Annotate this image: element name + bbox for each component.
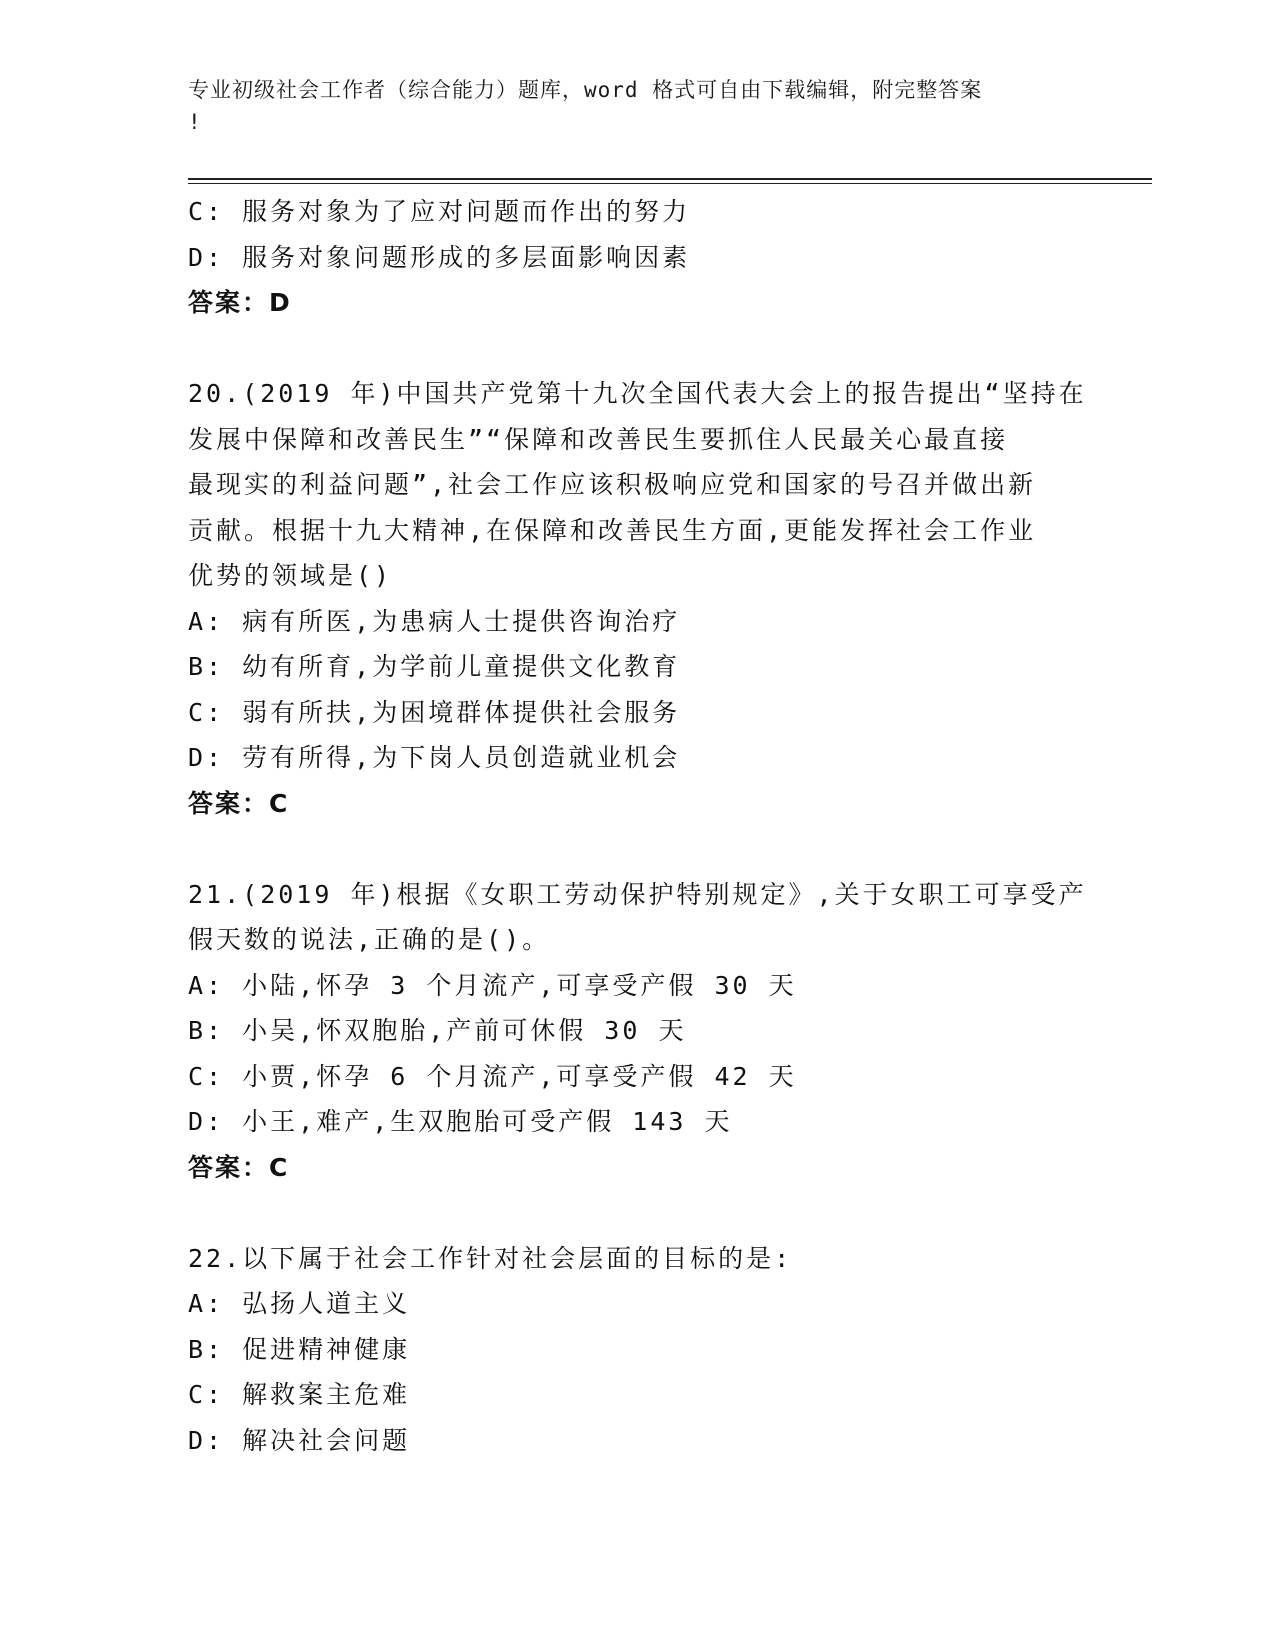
question-21-option-b: B: 小吴,怀双胞胎,产前可休假 30 天 <box>188 1016 687 1045</box>
question-19-answer: 答案：D <box>188 288 292 317</box>
header-title-continuation: ! <box>188 110 202 134</box>
header-divider-thin <box>188 183 1152 184</box>
question-22-block <box>188 1236 1088 1464</box>
question-19-block <box>188 189 1088 326</box>
question-22-stem-line: 22.以下属于社会工作针对社会层面的目标的是: <box>188 1243 793 1273</box>
question-20-stem-line: 发展中保障和改善民生”“保障和改善民生要抓住人民最关心最直接 <box>188 424 1009 454</box>
question-20-stem-line: 优势的领域是() <box>188 561 393 590</box>
question-22-option-c: C: 解救案主危难 <box>188 1380 411 1409</box>
question-content <box>188 189 1088 1463</box>
question-21-stem-line: 21.(2019 年)根据《女职工劳动保护特别规定》,关于女职工可享受产 <box>188 879 1087 909</box>
question-21-option-d: D: 小王,难产,生双胞胎可受产假 143 天 <box>188 1107 733 1136</box>
question-21-option-c: C: 小贾,怀孕 6 个月流产,可享受产假 42 天 <box>188 1061 797 1091</box>
question-20-option-c: C: 弱有所扶,为困境群体提供社会服务 <box>188 697 681 727</box>
header-title-line: 专业初级社会工作者（综合能力）题库，word 格式可自由下载编辑，附完整答案 <box>188 78 983 102</box>
question-22-option-d: D: 解决社会问题 <box>188 1425 411 1455</box>
question-22-option-b: B: 促进精神健康 <box>188 1334 411 1364</box>
question-20-option-d: D: 劳有所得,为下岗人员创造就业机会 <box>188 743 681 772</box>
question-19-option-d: D: 服务对象问题形成的多层面影响因素 <box>188 242 691 272</box>
question-20-stem-line: 贡献。根据十九大精神,在保障和改善民生方面,更能发挥社会工作业 <box>188 515 1037 545</box>
header-divider-thick <box>188 178 1152 180</box>
spacer <box>188 326 1088 372</box>
spacer <box>188 826 1088 872</box>
question-20-stem-line: 最现实的利益问题”,社会工作应该积极响应党和国家的号召并做出新 <box>188 470 1037 499</box>
question-20-stem-line: 20.(2019 年)中国共产党第十九次全国代表大会上的报告提出“坚持在 <box>188 379 1087 408</box>
question-22-option-a: A: 弘扬人道主义 <box>188 1289 411 1318</box>
question-20-option-a: A: 病有所医,为患病人士提供咨询治疗 <box>188 606 681 636</box>
question-20-answer: 答案：C <box>188 788 290 818</box>
question-20-block <box>188 371 1088 826</box>
spacer <box>188 1190 1088 1236</box>
question-21-stem-line: 假天数的说法,正确的是()。 <box>188 925 551 954</box>
document-header <box>188 74 1068 138</box>
question-21-answer: 答案：C <box>188 1152 290 1182</box>
question-21-option-a: A: 小陆,怀孕 3 个月流产,可享受产假 30 天 <box>188 970 797 1000</box>
question-20-option-b: B: 幼有所育,为学前儿童提供文化教育 <box>188 652 681 681</box>
question-21-block <box>188 872 1088 1191</box>
question-19-option-c: C: 服务对象为了应对问题而作出的努力 <box>188 197 691 226</box>
